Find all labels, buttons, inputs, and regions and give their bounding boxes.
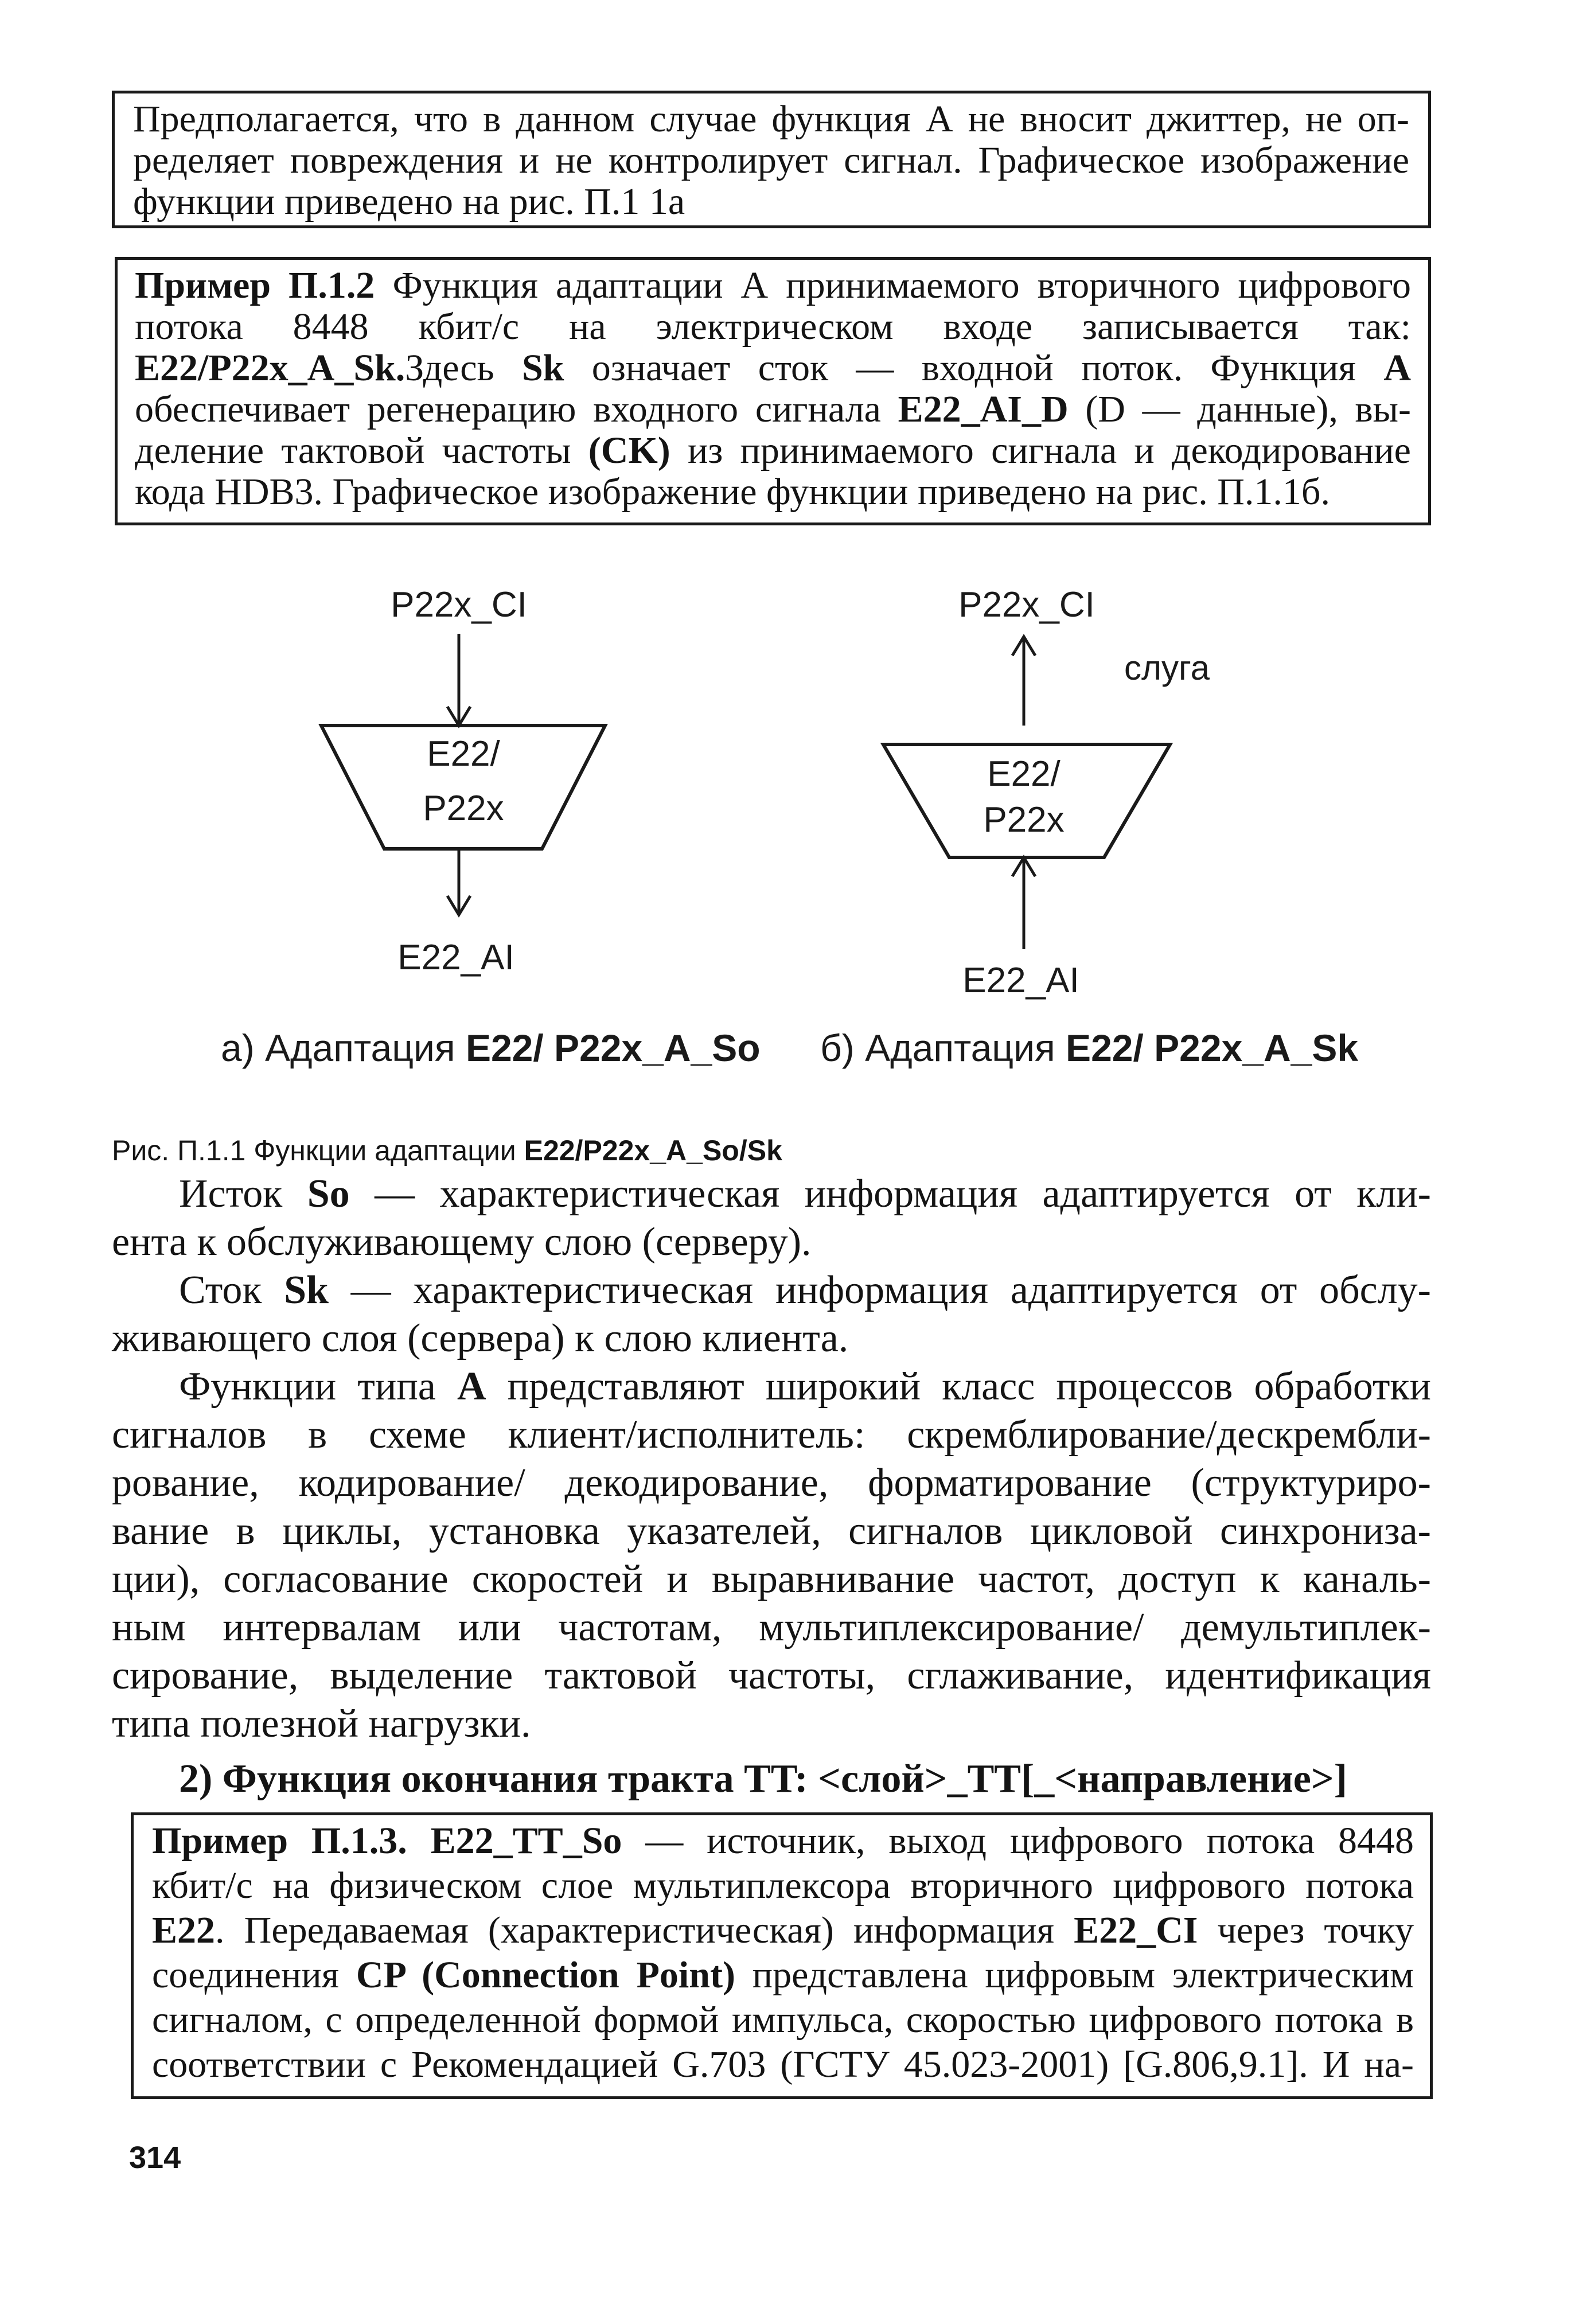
section-heading: 2) Функция окончания тракта TT: <слой>_TT[_<направление>] [179, 1757, 1347, 1801]
a-inner-label-1: E22/ [427, 734, 500, 774]
example-line-3: E22/P22x_A_Sk.Здесь Sk означает сток — входной поток. Функция А [135, 347, 1411, 389]
paragraph-functions-line-4: вание в циклы, установка указателей, сигналов цикловой синхрониза- [112, 1509, 1431, 1553]
note-line-2: ределяет повреждения и не контролирует сигнал. Графическое изображение [133, 139, 1409, 181]
paragraph-source-line-1: Исток So — характеристическая информация адаптируется от кли- [179, 1172, 1431, 1216]
example-line-2: потока 8448 кбит/с на электрическом входе записывается так: [135, 306, 1411, 348]
paragraph-functions-line-1: Функции типа А представляют широкий класс процессов обработки [179, 1364, 1431, 1409]
b-side-label: слуга [1124, 649, 1210, 687]
paragraph-source-line-2: ента к обслуживающему слою (серверу). [112, 1220, 812, 1264]
subcaption-a [221, 1027, 761, 1069]
paragraph-sink-line-1: Сток Sk — характеристическая информация адаптируется от обслу- [179, 1268, 1431, 1312]
example-line-1: Пример П.1.2 Функция адаптации А принимаемого вторичного цифрового [135, 264, 1411, 306]
a-bottom-label: E22_AI [397, 938, 514, 977]
paragraph-functions-line-7: сирование, выделение тактовой частоты, сглаживание, идентификация [112, 1654, 1431, 1698]
subcaption-a-bold: E22/ P22x_A_So [465, 1027, 761, 1069]
paragraph-functions-line-2: сигналов в схеме клиент/исполнитель: скремблирование/дескрембли- [112, 1413, 1431, 1457]
example3-line-3: E22. Передаваемая (характеристическая) информация E22_CI через точку [152, 1909, 1414, 1951]
example-line-4: обеспечивает регенерацию входного сигнала E22_AI_D (D — данные), вы- [135, 388, 1411, 430]
b-bottom-label: E22_AI [962, 961, 1079, 1000]
b-inner-label-1: E22/ [987, 754, 1061, 794]
subcaption-b-prefix: б) Адаптация [820, 1027, 1066, 1069]
a-inner-label-2: P22x [423, 789, 504, 828]
paragraph-sink-line-2: живающего слоя (сервера) к слою клиента. [112, 1316, 849, 1360]
paragraph-functions-line-8: типа полезной нагрузки. [112, 1702, 531, 1746]
b-top-label: P22x_CI [958, 585, 1095, 625]
note-line-3: функции приведено на рис. П.1 1а [133, 181, 685, 223]
example3-line-1: Пример П.1.3. E22_TT_So — источник, выход цифрового потока 8448 [152, 1820, 1414, 1862]
subcaption-a-prefix: а) Адаптация [221, 1027, 466, 1069]
paragraph-functions-line-5: ции), согласование скоростей и выравнивание частот, доступ к каналь- [112, 1557, 1431, 1601]
example3-line-2: кбит/с на физическом слое мультиплексора вторичного цифрового потока [152, 1865, 1414, 1906]
example-line-6: кода HDB3. Графическое изображение функции приведено на рис. П.1.1б. [135, 471, 1330, 513]
note-line-1: Предполагается, что в данном случае функция А не вносит джиттер, не оп- [133, 98, 1409, 140]
figure-caption: Рис. П.1.1 Функции адаптации E22/P22x_A_So/Sk [112, 1134, 782, 1167]
paragraph-functions-line-3: рование, кодирование/ декодирование, форматирование (структуриро- [112, 1461, 1431, 1505]
example-line-5: деление тактовой частоты (CK) из принимаемого сигнала и декодирование [135, 430, 1411, 471]
page-number: 314 [129, 2140, 181, 2175]
paragraph-functions-line-6: ным интервалам или частотам, мультиплексирование/ демультиплек- [112, 1605, 1431, 1650]
subcaption-b-bold: E22/ P22x_A_Sk [1066, 1027, 1359, 1069]
subcaption-b [820, 1027, 1358, 1069]
example3-line-5: сигналом, с определенной формой импульса, скоростью цифрового потока в [152, 1999, 1414, 2041]
b-inner-label-2: P22x [983, 800, 1065, 840]
a-top-label: P22x_CI [391, 585, 527, 625]
example3-line-6: соответствии с Рекомендацией G.703 (ГСТУ 45.023-2001) [G.806,9.1]. И на- [152, 2044, 1414, 2085]
example3-line-4: соединения CP (Connection Point) представлена цифровым электрическим [152, 1954, 1414, 1996]
